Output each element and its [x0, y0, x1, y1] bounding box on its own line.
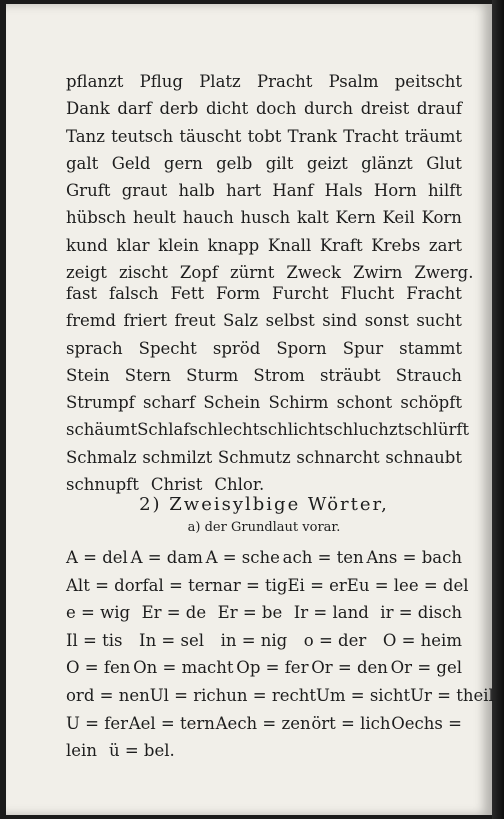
- word: kalt: [296, 208, 329, 228]
- word: In = sel: [139, 630, 205, 650]
- word: hart: [226, 181, 262, 201]
- word: heult: [132, 208, 176, 228]
- word: Strauch: [395, 365, 462, 385]
- word: Zweck: [286, 263, 342, 283]
- word: ach = ten: [282, 548, 364, 567]
- word: Tanz: [66, 126, 105, 146]
- word: A = dam: [130, 548, 203, 567]
- word: klein: [158, 235, 200, 255]
- word: galt: [66, 153, 99, 173]
- word: Schirm: [268, 393, 329, 413]
- word: e = del: [408, 575, 469, 595]
- word: klar: [116, 235, 150, 255]
- text-line: [66, 307, 462, 334]
- word: Um = sicht: [315, 685, 411, 705]
- word: halb: [178, 181, 215, 201]
- text-line: [66, 389, 462, 416]
- word: Flucht: [340, 284, 395, 303]
- word: Ans = bach: [366, 548, 462, 567]
- word: zürnt: [229, 263, 275, 283]
- word: Fracht: [406, 284, 462, 303]
- word: Ei = er: [287, 575, 347, 595]
- word: Sturm: [186, 365, 239, 385]
- word: Pracht: [257, 72, 313, 91]
- word: doch: [255, 99, 297, 119]
- word: Ul = rich: [149, 685, 227, 705]
- text-line: [66, 654, 462, 682]
- word: schont: [336, 393, 393, 413]
- word: selbst: [265, 311, 315, 331]
- text-line: [66, 737, 462, 765]
- word: On = macht: [133, 658, 234, 678]
- word: dicht: [205, 99, 249, 119]
- word: zart: [428, 235, 462, 255]
- word: Christ: [150, 475, 203, 495]
- word: Glut: [426, 153, 462, 173]
- word: durch: [304, 99, 353, 119]
- section-heading: 2) Zweisylbige Wörter,: [139, 494, 389, 515]
- word-list-monosyllables-1: [66, 68, 474, 286]
- word: hübsch: [66, 208, 127, 228]
- word: husch: [240, 208, 291, 228]
- word: ü = bel.: [108, 741, 175, 761]
- book-edge-shadow: [492, 0, 504, 819]
- word: ört = lich: [311, 713, 391, 733]
- word: Stein: [66, 365, 110, 385]
- text-line: [66, 280, 462, 307]
- word: Sporn: [276, 338, 327, 358]
- word: glänzt: [361, 153, 413, 173]
- text-line: [66, 177, 462, 204]
- word: Knall: [267, 235, 312, 255]
- word: Er = de: [141, 603, 207, 623]
- word: darf: [117, 99, 152, 119]
- word: fremd: [66, 311, 116, 331]
- text-line: [66, 572, 469, 600]
- word: täuscht: [179, 126, 242, 146]
- word: A = sche: [205, 548, 280, 567]
- word: Or = gel: [390, 658, 462, 678]
- word: O = heim: [382, 630, 462, 650]
- word: A = del: [66, 548, 128, 567]
- word: Psalm: [328, 72, 379, 91]
- word: friert: [123, 311, 168, 331]
- word: Dank: [66, 99, 110, 119]
- text-line: [66, 544, 462, 572]
- word: lein: [66, 741, 97, 761]
- word: schlecht: [189, 420, 260, 440]
- word: Chlor.: [214, 475, 265, 495]
- word: O = fen: [66, 658, 131, 678]
- word: spröd: [212, 338, 261, 358]
- word: Fett: [170, 284, 205, 303]
- word: Salz: [223, 311, 259, 331]
- word: Hals: [324, 181, 363, 201]
- word: Trank: [287, 126, 338, 146]
- word: Pflug: [139, 72, 183, 91]
- word: gelb: [216, 153, 253, 173]
- text-line: [66, 150, 462, 177]
- word: scharf: [142, 393, 196, 413]
- word: schnarcht: [296, 447, 380, 467]
- text-line: [66, 599, 462, 627]
- word: Furcht: [272, 284, 329, 303]
- word: Specht: [138, 338, 197, 358]
- word-list-disyllables: [66, 544, 494, 765]
- text-line: [66, 204, 462, 231]
- word: schnupft: [66, 475, 139, 495]
- word: zeigt: [66, 263, 107, 283]
- word: Kraft: [319, 235, 363, 255]
- word: Oechs =: [391, 713, 462, 733]
- word: derb: [159, 99, 199, 119]
- word: schluchzt: [324, 420, 405, 440]
- word: falsch: [109, 284, 159, 303]
- word: schlicht: [259, 420, 325, 440]
- word: ar = tig: [222, 575, 288, 595]
- text-line: [66, 710, 462, 738]
- text-line: [66, 123, 462, 150]
- text-line: [66, 68, 462, 95]
- word: Gruft: [66, 181, 111, 201]
- word: geizt: [306, 153, 348, 173]
- word: freut: [174, 311, 216, 331]
- word: Platz: [199, 72, 241, 91]
- word: Krebs: [371, 235, 421, 255]
- word: Alt = dorf: [66, 575, 149, 595]
- word: hauch: [182, 208, 234, 228]
- word: sträubt: [319, 365, 381, 385]
- word: al = tern: [148, 575, 223, 595]
- word: Schmalz: [66, 447, 137, 467]
- word: Hanf: [272, 181, 314, 201]
- word: schäumt: [66, 420, 138, 440]
- word: Er = be: [217, 603, 283, 623]
- text-line: [66, 444, 462, 471]
- word: graut: [121, 181, 168, 201]
- word: U = fer: [66, 713, 128, 733]
- word: dreist: [360, 99, 410, 119]
- word: schlürft: [404, 420, 470, 440]
- word: Zwirn: [353, 263, 403, 283]
- section-subheading: a) der Grundlaut vorar.: [187, 520, 341, 535]
- word: gilt: [265, 153, 294, 173]
- word: e = wig: [66, 603, 131, 623]
- word: pflanzt: [66, 72, 124, 91]
- word: tobt: [247, 126, 282, 146]
- word: sucht: [416, 311, 462, 331]
- word: drauf: [416, 99, 462, 119]
- word: sprach: [66, 338, 123, 358]
- word: Schein: [203, 393, 261, 413]
- text-line: [66, 95, 462, 122]
- word: Strumpf: [66, 393, 135, 413]
- word: Ael = tern: [128, 713, 215, 733]
- word: Form: [216, 284, 261, 303]
- word: Op = fer: [236, 658, 309, 678]
- word: ir = disch: [380, 603, 462, 623]
- word: Spur: [342, 338, 384, 358]
- word: Schlaf: [137, 420, 190, 440]
- word: un = recht: [226, 685, 316, 705]
- word: ord = nen: [66, 685, 150, 705]
- word: Horn: [373, 181, 417, 201]
- word: träumt: [404, 126, 462, 146]
- word: Schmutz: [217, 447, 291, 467]
- word: fast: [66, 284, 98, 303]
- word: Zopf: [179, 263, 218, 283]
- text-line: [66, 682, 494, 710]
- word: gern: [163, 153, 203, 173]
- word: hilft: [428, 181, 462, 201]
- word: Tracht: [343, 126, 399, 146]
- word: zischt: [118, 263, 168, 283]
- word: Ir = land: [293, 603, 369, 623]
- word-list-monosyllables-2: [66, 280, 470, 498]
- word: Zwerg.: [414, 263, 474, 283]
- word: Ur = theil: [410, 685, 494, 705]
- word: Or = den: [311, 658, 388, 678]
- text-line: [66, 335, 462, 362]
- text-line: [66, 362, 462, 389]
- word: peitscht: [394, 72, 462, 91]
- word: Aech = zen: [215, 713, 311, 733]
- word: o = der: [303, 630, 367, 650]
- word: stammt: [399, 338, 462, 358]
- text-line: [66, 232, 462, 259]
- word: Kern: [335, 208, 376, 228]
- text-line: [66, 627, 462, 655]
- word: schnaubt: [385, 447, 462, 467]
- word: Keil: [382, 208, 415, 228]
- word: Korn: [421, 208, 462, 228]
- word: Il = tis: [66, 630, 123, 650]
- word: Geld: [111, 153, 151, 173]
- word: Strom: [253, 365, 305, 385]
- word: schmilzt: [142, 447, 213, 467]
- word: knapp: [207, 235, 260, 255]
- word: Eu = le: [346, 575, 409, 595]
- word: schöpft: [400, 393, 462, 413]
- word: sind: [322, 311, 358, 331]
- word: in = nig: [220, 630, 288, 650]
- word: Stern: [124, 365, 171, 385]
- word: teutsch: [111, 126, 174, 146]
- text-line: [66, 416, 470, 443]
- word: kund: [66, 235, 108, 255]
- word: sonst: [364, 311, 409, 331]
